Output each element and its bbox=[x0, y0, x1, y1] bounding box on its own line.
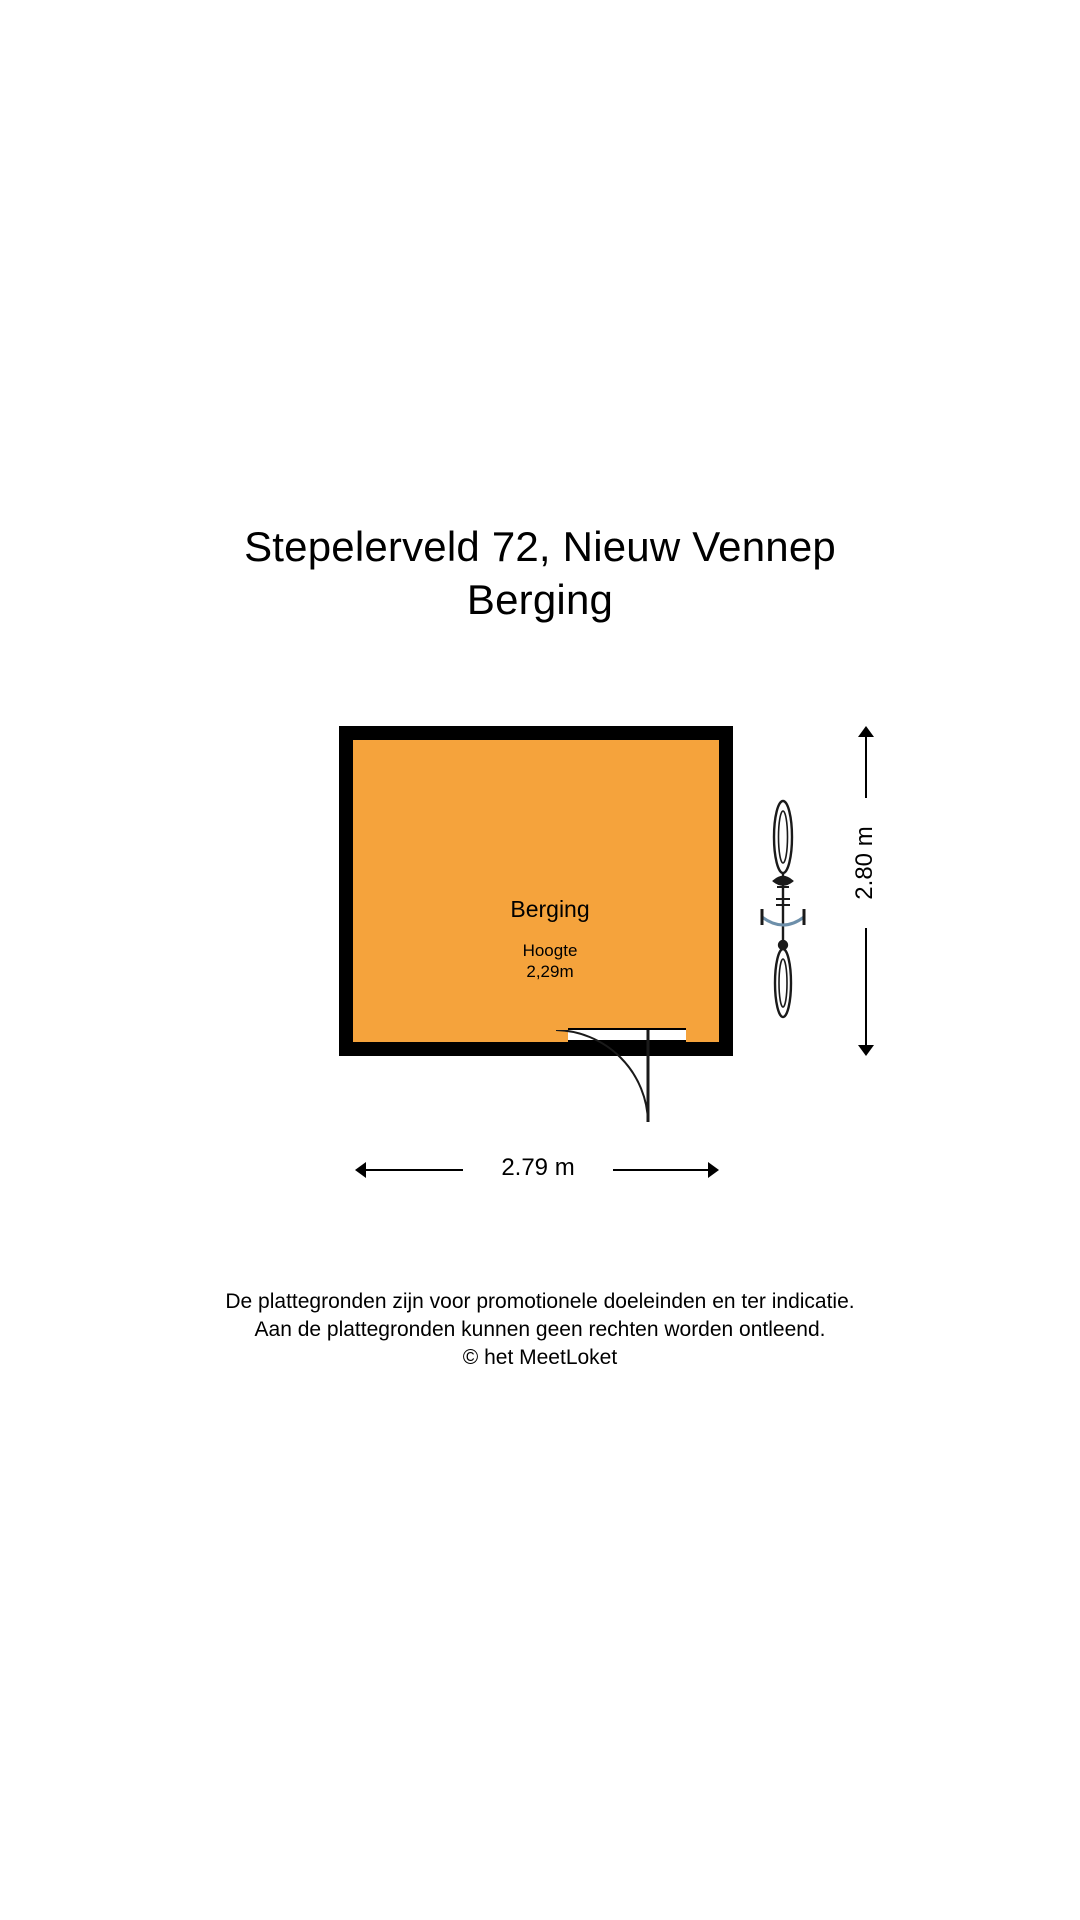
dimension-height-label: 2.80 m bbox=[847, 798, 883, 928]
floorplan-drawing bbox=[0, 700, 1080, 1260]
title-address: Stepelerveld 72, Nieuw Vennep bbox=[244, 523, 836, 570]
dimension-width-label: 2.79 m bbox=[463, 1154, 613, 1182]
page-title bbox=[0, 520, 1080, 626]
dimension-arrow-right-icon bbox=[708, 1162, 719, 1178]
room-walls bbox=[339, 726, 733, 1056]
room-height-title: Hoogte bbox=[522, 941, 578, 960]
dimension-arrow-down-icon bbox=[858, 1045, 874, 1056]
room-name-label: Berging bbox=[510, 896, 590, 922]
room-floor-area bbox=[353, 740, 719, 1042]
disclaimer bbox=[0, 1288, 1080, 1372]
title-subject: Berging bbox=[466, 576, 614, 623]
door-swing-icon bbox=[554, 1030, 650, 1126]
disclaimer-line-2: Aan de plattegronden kunnen geen rechten worden ontleend. bbox=[254, 1318, 826, 1341]
bicycle-icon bbox=[748, 795, 818, 1025]
dimension-height bbox=[836, 726, 896, 1056]
dimension-width bbox=[355, 1150, 719, 1190]
room-height-label bbox=[353, 940, 747, 982]
disclaimer-line-1: De plattegronden zijn voor promotionele doeleinden en ter indicatie. bbox=[225, 1290, 855, 1313]
room-height-value: 2,29m bbox=[526, 962, 574, 981]
copyright-line: © het MeetLoket bbox=[462, 1346, 618, 1369]
